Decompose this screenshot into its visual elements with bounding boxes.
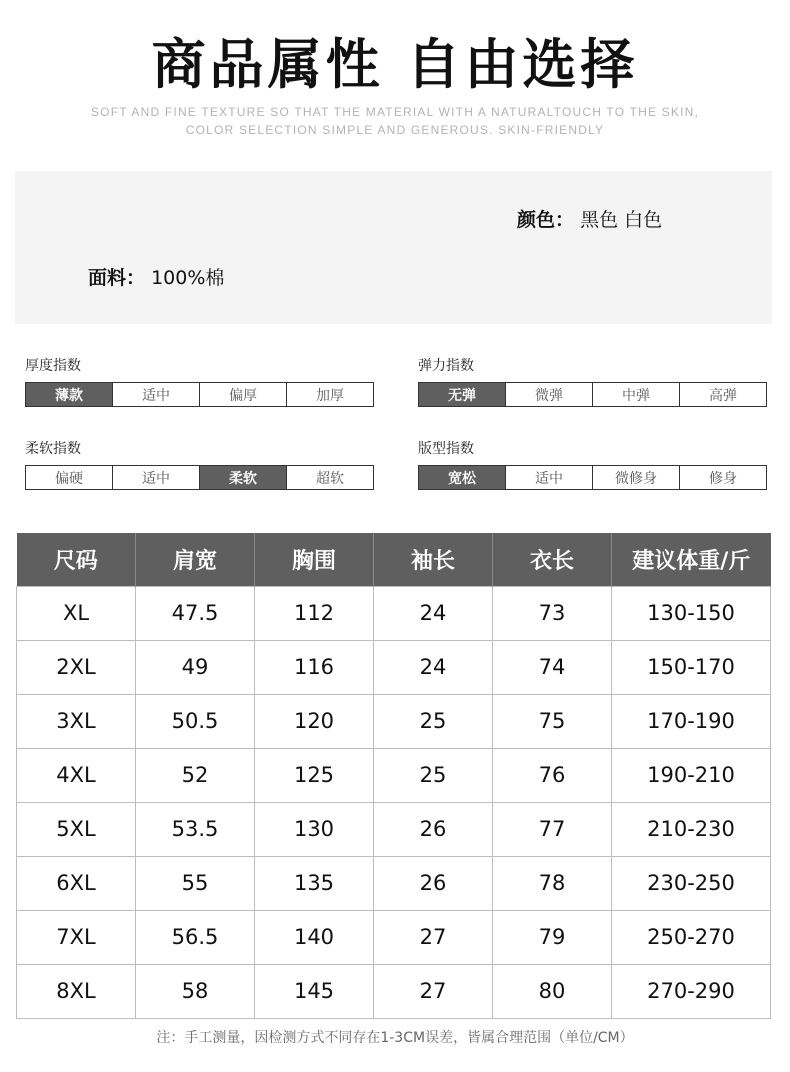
cell-weight: 150-170 [612,640,771,694]
elasticity-index-bar [418,382,767,407]
cell-chest: 135 [255,856,374,910]
fit-option: 宽松 [419,466,506,489]
softness-option: 超软 [287,466,373,489]
cell-length: 79 [493,910,612,964]
elasticity-option: 中弹 [593,383,680,406]
measurement-note: 注：手工测量，因检测方式不同存在1-3CM误差，皆属合理范围（单位/CM） [156,1030,634,1046]
cell-sleeve: 27 [374,964,493,1018]
color-value: 黑色 白色 [580,209,663,231]
cell-size: 2XL [17,640,136,694]
cell-length: 74 [493,640,612,694]
size-table-header [17,533,771,586]
table-row [17,748,771,802]
cell-length: 76 [493,748,612,802]
cell-length: 78 [493,856,612,910]
table-row [17,856,771,910]
cell-sleeve: 24 [374,640,493,694]
cell-length: 80 [493,964,612,1018]
cell-shoulder: 56.5 [136,910,255,964]
softness-index-title: 柔软指数 [25,441,81,457]
cell-weight: 230-250 [612,856,771,910]
thickness-index-bar [25,382,374,407]
header-shoulder: 肩宽 [136,533,255,586]
fit-option: 适中 [506,466,593,489]
cell-sleeve: 24 [374,586,493,640]
product-info-panel [15,171,772,324]
subtitle-line-1: SOFT AND FINE TEXTURE SO THAT THE MATERIAL WITH A NATURALTOUCH TO THE SKIN, [90,105,700,119]
table-row [17,640,771,694]
cell-shoulder: 58 [136,964,255,1018]
cell-shoulder: 53.5 [136,802,255,856]
cell-size: XL [17,586,136,640]
cell-sleeve: 25 [374,694,493,748]
elasticity-index-title: 弹力指数 [418,358,474,374]
subtitle-line-2: COLOR SELECTION SIMPLE AND GENEROUS. SKIN-FRIENDLY [185,123,605,137]
header-sleeve: 袖长 [374,533,493,586]
color-label: 颜色： [517,209,575,231]
header-chest: 胸围 [255,533,374,586]
size-table [16,533,771,1019]
cell-weight: 210-230 [612,802,771,856]
table-row [17,694,771,748]
cell-shoulder: 50.5 [136,694,255,748]
size-table-body [17,586,771,1018]
page-title: 商品属性 自由选择 [151,33,639,96]
elasticity-option: 微弹 [506,383,593,406]
header-weight: 建议体重/斤 [612,533,771,586]
cell-chest: 116 [255,640,374,694]
color-info [517,205,662,232]
cell-chest: 125 [255,748,374,802]
cell-size: 4XL [17,748,136,802]
cell-size: 7XL [17,910,136,964]
fit-index-title: 版型指数 [418,441,474,457]
fabric-label: 面料： [88,267,146,289]
fabric-info [88,263,224,290]
cell-sleeve: 25 [374,748,493,802]
softness-option: 适中 [113,466,200,489]
table-row [17,964,771,1018]
thickness-option: 适中 [113,383,200,406]
cell-weight: 270-290 [612,964,771,1018]
softness-option: 偏硬 [26,466,113,489]
cell-length: 73 [493,586,612,640]
thickness-option: 偏厚 [200,383,287,406]
cell-size: 6XL [17,856,136,910]
table-row [17,586,771,640]
cell-weight: 250-270 [612,910,771,964]
thickness-option: 加厚 [287,383,373,406]
cell-sleeve: 27 [374,910,493,964]
elasticity-option: 高弹 [680,383,766,406]
cell-sleeve: 26 [374,802,493,856]
thickness-option: 薄款 [26,383,113,406]
table-row [17,802,771,856]
header-size: 尺码 [17,533,136,586]
cell-size: 3XL [17,694,136,748]
elasticity-option: 无弹 [419,383,506,406]
cell-weight: 130-150 [612,586,771,640]
cell-length: 77 [493,802,612,856]
softness-option: 柔软 [200,466,287,489]
thickness-index-title: 厚度指数 [25,358,81,374]
header-length: 衣长 [493,533,612,586]
cell-chest: 130 [255,802,374,856]
cell-size: 8XL [17,964,136,1018]
table-row [17,910,771,964]
fit-index-bar [418,465,767,490]
softness-index-bar [25,465,374,490]
cell-chest: 145 [255,964,374,1018]
fabric-value: 100%棉 [151,267,225,289]
cell-chest: 112 [255,586,374,640]
cell-size: 5XL [17,802,136,856]
cell-shoulder: 55 [136,856,255,910]
cell-weight: 190-210 [612,748,771,802]
cell-shoulder: 52 [136,748,255,802]
cell-shoulder: 47.5 [136,586,255,640]
cell-length: 75 [493,694,612,748]
cell-chest: 140 [255,910,374,964]
fit-option: 修身 [680,466,766,489]
cell-weight: 170-190 [612,694,771,748]
fit-option: 微修身 [593,466,680,489]
cell-shoulder: 49 [136,640,255,694]
cell-sleeve: 26 [374,856,493,910]
cell-chest: 120 [255,694,374,748]
